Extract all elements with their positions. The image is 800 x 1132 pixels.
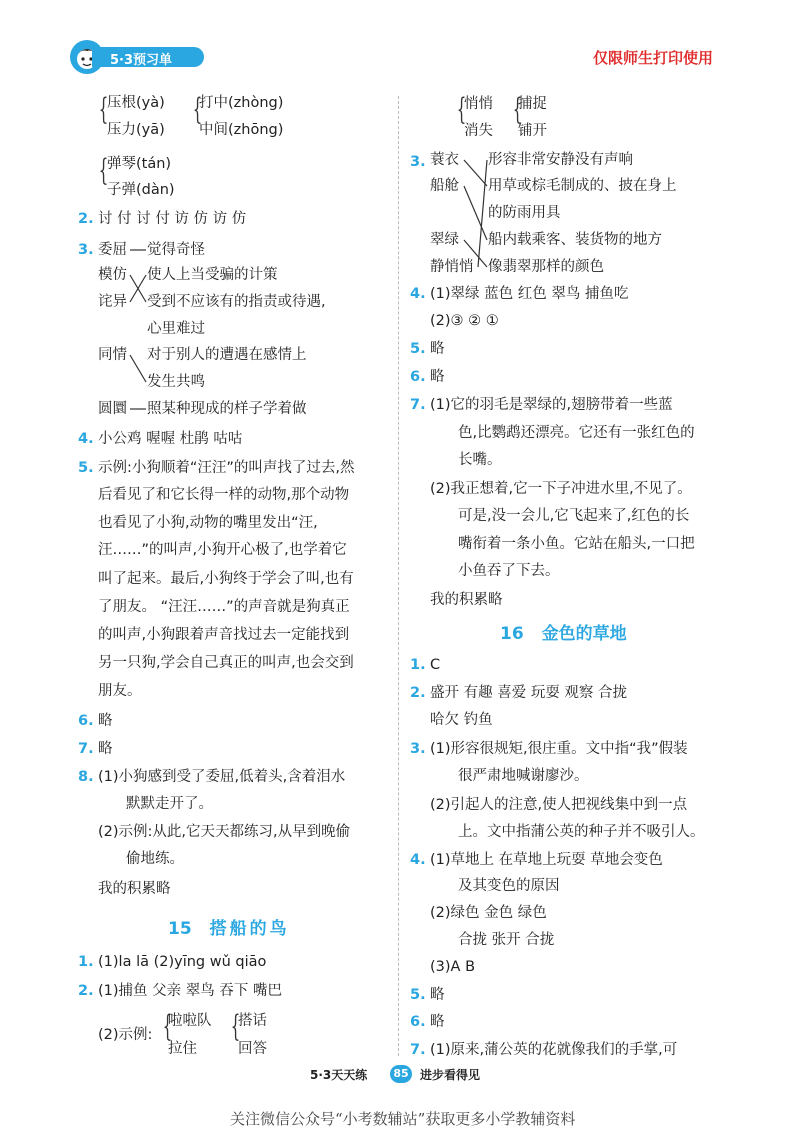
section-number: 15 <box>168 919 192 939</box>
question-number: 6. <box>410 369 426 385</box>
pinyin-item: 打中(zhòng) <box>199 95 284 111</box>
answer-line: (2)示例:从此,它天天都练习,从早到晚偷 <box>98 824 351 840</box>
brace: { <box>162 1009 173 1044</box>
answer-text: (1)原来,蒲公英的花就像我们的手掌,可 <box>430 1042 678 1058</box>
answer-text: (2)③ ② ① <box>430 313 499 329</box>
word-item: 啦啦队 <box>168 1013 212 1029</box>
answer-text: 小公鸡 喔喔 杜鹃 咕咕 <box>98 431 243 447</box>
question-number: 7. <box>78 741 94 757</box>
match-line <box>478 160 487 267</box>
answer-line: 另一只狗,学会自己真正的叫声,也会交到 <box>98 655 354 671</box>
section-number: 16 <box>500 624 524 644</box>
question-number: 5. <box>78 460 94 476</box>
answer-line: 也看见了小狗,动物的嘴里发出“汪, <box>98 515 318 531</box>
brace: { <box>512 92 523 127</box>
word-item: 捕捉 <box>518 96 547 112</box>
answer-line: 偷地练。 <box>126 851 184 867</box>
match-right: 对于别人的遭遇在感情上 <box>147 347 307 363</box>
print-notice: 仅限师生打印使用 <box>593 49 714 67</box>
match-right: 使人上当受骗的计策 <box>147 267 278 283</box>
brace: { <box>192 92 203 127</box>
match-right: 照某种现成的样子学着做 <box>147 401 307 417</box>
answer-line: 了朋友。 “汪汪……”的声音就是狗真正 <box>98 599 350 615</box>
page-number: 85 <box>390 1065 412 1083</box>
match-left: 蓑衣 <box>430 152 459 168</box>
answer-line: (1)它的羽毛是翠绿的,翅膀带着一些蓝 <box>430 397 673 413</box>
match-line <box>130 355 146 382</box>
pinyin-item: 压力(yā) <box>107 122 165 138</box>
brace: { <box>98 92 109 127</box>
question-number: 6. <box>78 713 94 729</box>
brace: { <box>230 1009 241 1044</box>
answer-text: (2)示例: <box>98 1027 153 1043</box>
question-number: 2. <box>78 983 94 999</box>
word-item: 回答 <box>238 1041 267 1057</box>
question-number: 6. <box>410 1014 426 1030</box>
question-number: 5. <box>410 987 426 1003</box>
pinyin-item: 弹琴(tán) <box>107 156 172 172</box>
match-right: 发生共鸣 <box>147 374 205 390</box>
answer-text: (1)翠绿 蓝色 红色 翠鸟 捕鱼吃 <box>430 286 629 302</box>
match-right: 的防雨用具 <box>488 205 561 221</box>
match-line <box>464 160 487 186</box>
answer-text: (1)捕鱼 父亲 翠鸟 吞下 嘴巴 <box>98 983 282 999</box>
answer-line: (2)我正想着,它一下子冲进水里,不见了。 <box>430 481 692 497</box>
question-number: 8. <box>78 769 94 785</box>
match-left: 翠绿 <box>430 232 459 248</box>
answer-line: 嘴衔着一条小鱼。它站在船头,一口把 <box>458 536 695 552</box>
answer-line: (2)引起人的注意,使人把视线集中到一点 <box>430 797 688 813</box>
answer-line: 色,比鹦鹉还漂亮。它还有一张红色的 <box>458 425 695 441</box>
match-right: 受到不应该有的指责或待遇, <box>147 294 326 310</box>
footer-left: 5·3天天练 <box>310 1068 368 1082</box>
answer-text: 略 <box>430 341 445 357</box>
match-left: 委屈 <box>98 242 127 258</box>
match-right: 形容非常安静没有声响 <box>488 152 633 168</box>
answer-line: (2)绿色 金色 绿色 <box>430 905 547 921</box>
answer-line: 很严肃地喊谢廖沙。 <box>458 768 589 784</box>
match-right: 像翡翠那样的颜色 <box>488 259 604 275</box>
word-item: 拉住 <box>168 1041 197 1057</box>
match-right: 用草或棕毛制成的、披在身上 <box>488 178 677 194</box>
answer-line: 小鱼吞了下去。 <box>458 563 560 579</box>
answer-line: 长嘴。 <box>458 452 502 468</box>
answer-line: 可是,没一会儿,它飞起来了,红色的长 <box>458 508 690 524</box>
match-left: 同情 <box>98 347 127 363</box>
answer-line: 合拢 张开 合拢 <box>458 932 555 948</box>
answer-text: 略 <box>430 369 445 385</box>
answer-text: C <box>430 657 441 673</box>
match-left: 模仿 <box>98 267 127 283</box>
answer-line: (1)形容很规矩,很庄重。文中指“我”假装 <box>430 741 688 757</box>
match-left: 诧异 <box>98 294 127 310</box>
footer <box>310 1063 510 1085</box>
match-left: 圆圜 <box>98 401 127 417</box>
question-number: 1. <box>410 657 426 673</box>
word-item: 悄悄 <box>464 96 493 112</box>
brace: { <box>98 153 109 188</box>
word-item: 消失 <box>464 123 493 139</box>
question-number: 4. <box>78 431 94 447</box>
word-item: 铺开 <box>518 123 547 139</box>
answer-line: 叫了起来。最后,小狗终于学会了叫,也有 <box>98 571 354 587</box>
pinyin-item: 压根(yà) <box>107 95 165 111</box>
answer-line: 默默走开了。 <box>126 796 213 812</box>
answer-line: 朋友。 <box>98 683 142 699</box>
bottom-banner: 关注微信公众号“小考数辅站”获取更多小学教辅资料 <box>230 1110 576 1128</box>
pinyin-item: 中间(zhōng) <box>199 122 284 138</box>
answer-line: 的叫声,小狗跟着声音找过去一定能找到 <box>98 627 350 643</box>
question-number: 1. <box>78 954 94 970</box>
answer-text: 哈欠 钓鱼 <box>430 712 493 728</box>
answer-line: (1)小狗感到受了委屈,低着头,含着泪水 <box>98 769 346 785</box>
answer-line: 上。文中指蒲公英的种子并不吸引人。 <box>458 824 705 840</box>
answer-text: 盛开 有趣 喜爱 玩耍 观察 合拢 <box>430 685 628 701</box>
answer-text: 略 <box>430 987 445 1003</box>
answer-text: (1)la lā (2)yīng wǔ qiāo <box>98 954 267 970</box>
pinyin-item: 子弹(dàn) <box>107 182 175 198</box>
word-item: 搭话 <box>238 1013 267 1029</box>
answer-text: 略 <box>98 741 113 757</box>
answer-text: 讨 付 讨 付 访 仿 访 仿 <box>98 211 247 227</box>
badge-label: 5·3预习单 <box>110 53 173 68</box>
match-line <box>464 240 487 267</box>
answer-line: 汪……”的叫声,小狗开心极了,也学着它 <box>98 542 347 558</box>
answer-line: 及其变色的原因 <box>458 878 560 894</box>
answer-line: 示例:小狗顺着“汪汪”的叫声找了过去,然 <box>98 460 355 476</box>
question-number: 3. <box>78 242 94 258</box>
match-left: 船舱 <box>430 178 459 194</box>
answer-text: 略 <box>98 713 113 729</box>
question-number: 7. <box>410 397 426 413</box>
question-number: 2. <box>410 685 426 701</box>
answer-text: 略 <box>430 1014 445 1030</box>
question-number: 4. <box>410 286 426 302</box>
match-left: 静悄悄 <box>430 259 474 275</box>
match-right: 船内载乘客、装货物的地方 <box>488 232 662 248</box>
question-number: 2. <box>78 211 94 227</box>
question-number: 3. <box>410 154 426 170</box>
section-name: 金色的草地 <box>541 624 627 644</box>
question-number: 4. <box>410 852 426 868</box>
match-right: 心里难过 <box>147 321 205 337</box>
answer-line: 后看见了和它长得一样的动物,那个动物 <box>98 487 350 503</box>
question-number: 7. <box>410 1042 426 1058</box>
match-right: 觉得奇怪 <box>147 242 205 258</box>
answer-line: (1)草地上 在草地上玩耍 草地会变色 <box>430 852 663 868</box>
footer-right: 进步看得见 <box>420 1068 481 1082</box>
question-number: 5. <box>410 341 426 357</box>
section-name: 搭船的鸟 <box>209 919 290 939</box>
question-number: 3. <box>410 741 426 757</box>
accumulation-note: 我的积累略 <box>430 592 503 608</box>
answer-line: (3)A B <box>430 959 476 975</box>
brace: { <box>456 92 467 127</box>
accumulation-note: 我的积累略 <box>98 881 171 897</box>
